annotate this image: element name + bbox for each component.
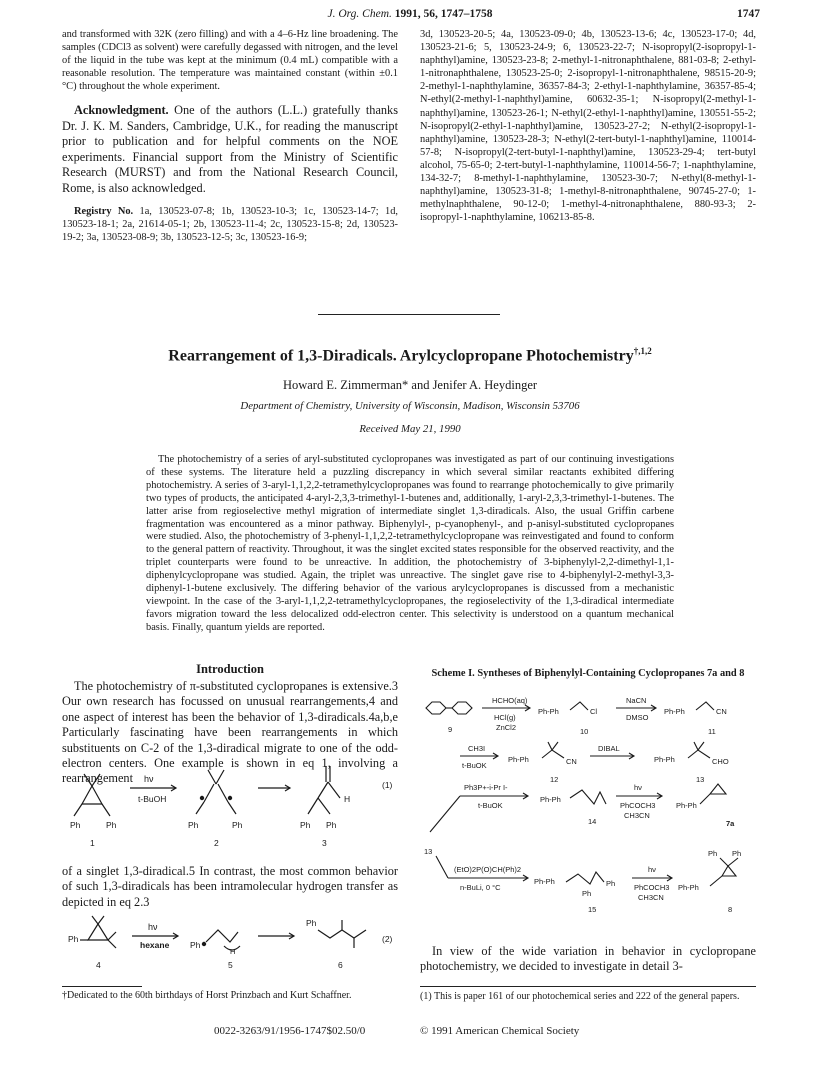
r1-reagent2-bot: DMSO xyxy=(626,713,649,722)
compound-10: 10 xyxy=(580,727,589,736)
r3-reagent-bot: t-BuOK xyxy=(478,801,503,810)
prev-article-paragraph: and transformed with 32K (zero filling) and with a 4–6-Hz line broadening. The samples (CDCl3 as solvent) were carefully degassed with nitrogen, and the level of the liquid in the tube was kept at the minimum (0.4 mL) compatible with a reasonable resolution. The temperature was maintained constant (within ±0.1 °C) throughout the whole experiment. xyxy=(62,29,398,93)
eq1-2-ph-right: Ph xyxy=(232,820,243,830)
acknowledgment-label: Acknowledgment. xyxy=(74,103,169,118)
r4-ph-c: Ph xyxy=(708,849,718,858)
compound-11: 11 xyxy=(708,727,716,736)
r4-ph-a: Ph xyxy=(582,889,592,898)
abstract: The photochemistry of a series of aryl-substituted cyclopropanes was investigated as part of our continuing investigations of these systems. The literature held a puzzling discrepancy in which several similar reactants exhibited differing photochemistry. A series of 3-aryl-1,1,2,2-tetramethylcyclopropanes was found to rearrange photochemically to give primarily two types of products, the anticipated 4-aryl-2,3,3-trimethyl-1-butenes and, additionally, 1-aryl-2,3,3-trimethyl-1-butenes. The latter arise from regioselective methyl migration of intermediate singlet 1,3-diradicals. Also, the usual Griffin carbene fragmentation was encountered as a minor pathway. Biphenylyl-, p-cyanophenyl-, and p-anisyl-substituted cyclopropanes were studied. Also, the photochemistry of 3-phenyl-1,1,2,2-tetramethylcyclopropane was reinvestigated and found to conform to the general pattern of reactivity. Throughout, it was the singlet excited states responsible for the observed reactivity, and the triplet counterparts were found to be unreactive. In addition, the photochemistry of 3-biphenylyl-2,2-dimethyl-1,1-diphenylcyclopropane was studied. Again, the triplet was unreactive. The singlet gave rise to 4-biphenylyl-2-methyl-3,3-diphenyl-1-butene exclusively. The differing behavior of the various arylcyclopropanes is discussed from a mechanistic viewpoint. In the case of the 3-aryl-1,1,2,2-tetramethylcyclopropanes, the regioselectivity of the 1,3-diradical intermediate favors migration toward the less delocalized odd-electron center. This selectivity is understood on a quantum mechanical basis. Finally, quantum yields are reported. xyxy=(146,454,674,633)
eq2-ph-5: Ph xyxy=(190,940,201,950)
equation-2 xyxy=(68,912,404,974)
registry-left xyxy=(62,205,398,244)
r4-reagent-top: (EtO)2P(O)CH(Ph)2 xyxy=(454,865,522,874)
r1-product-2: Ph-Ph xyxy=(664,707,685,716)
eq2-number: (2) xyxy=(382,934,393,944)
eq1-3-ph-right: Ph xyxy=(326,820,337,830)
eq1-3-ph-left: Ph xyxy=(300,820,311,830)
r4-product-2: Ph-Ph xyxy=(678,883,699,892)
r2-cn: CN xyxy=(566,757,577,766)
r1-reagent2-top: NaCN xyxy=(626,696,647,705)
r3-product-1: Ph-Ph xyxy=(540,795,561,804)
r4-reagent2-mid: PhCOCH3 xyxy=(634,883,670,892)
registry-left-text: 1a, 130523-07-8; 1b, 130523-10-3; 1c, 130523-14-7; 1d, 130523-18-1; 2a, 21614-05-1; 2b, 130523-11-4; 2c, 130523-15-8; 2d, 130523-19-2; 3a, 130523-08-9; 3b, 130523-12-5; 3c, 130523-16-9; xyxy=(62,205,399,244)
footnote-rule-right xyxy=(420,986,756,987)
intro-paragraph-1: The photochemistry of π-substituted cyclopropanes is extensive.3 Our own research has focussed on unusual rearrangements,4 and one aspect of interest has been the behavior of 1,3-diradicals.4a,b,e Particularly fascinating have been rearrangements in which substituents on C-2 of the 1,3-diradical migrate to one of the odd-electron centers. One example is shown in eq 1, involving a rearrangement xyxy=(62,679,398,786)
r3-product-2: Ph-Ph xyxy=(676,801,697,810)
compound-8: 8 xyxy=(728,905,733,914)
dedication-footnote: †Dedicated to the 60th birthdays of Horst Prinzbach and Kurt Schaffner. xyxy=(62,990,352,1001)
r3-reagent-top: Ph3P+-i-Pr I- xyxy=(464,783,508,792)
compound-14: 14 xyxy=(588,817,597,826)
r1-reagent-top: HCHO(aq) xyxy=(492,696,528,705)
acknowledgment-paragraph xyxy=(62,103,398,195)
registry-label: Registry No. xyxy=(74,205,134,217)
article-separator xyxy=(318,314,500,315)
journal-citation: 1991, 56, 1747–1758 xyxy=(394,8,493,20)
acknowledgment-text: One of the authors (L.L.) gratefully thanks Dr. J. K. M. Sanders, Cambridge, U.K., for reading the manuscript prior to publication and for helpful comments on the NOE experiments. Financial support from the Ministry of Scientific Research (MURST) and from the National Research Council, Rome, is also acknowledged. xyxy=(62,103,398,195)
eq1-number: (1) xyxy=(382,780,393,790)
eq1-ph-left: Ph xyxy=(70,820,81,830)
prev-article-left-column xyxy=(62,28,398,244)
eq2-ph-4: Ph xyxy=(68,934,79,944)
r2-reagent-bot: t-BuOK xyxy=(462,761,487,770)
eq2-label-6: 6 xyxy=(338,960,343,970)
eq2-arrow-top: hν xyxy=(148,922,158,932)
r3-reagent2-top: hν xyxy=(634,783,642,792)
authors: Howard E. Zimmerman* and Jenifer A. Heydinger xyxy=(282,378,538,392)
footnote-1: (1) This is paper 161 of our photochemical series and 222 of the general papers. xyxy=(420,991,740,1002)
compound-13-start: 13 xyxy=(424,847,433,856)
r4-product-1: Ph-Ph xyxy=(534,877,555,886)
page-number: 1747 xyxy=(737,8,760,20)
eq1-arrow-top: hν xyxy=(144,774,154,784)
footer-code: 0022-3263/91/1956-1747$02.50/0 xyxy=(214,1025,366,1037)
r4-reagent2-bot: CH3CN xyxy=(638,893,664,902)
r3-reagent2-bot: CH3CN xyxy=(624,811,650,820)
compound-9: 9 xyxy=(448,725,453,734)
scheme-1 xyxy=(420,694,760,944)
eq2-label-4: 4 xyxy=(96,960,101,970)
eq2-arrow-bottom: hexane xyxy=(140,940,170,950)
footnote-rule-left xyxy=(62,986,142,987)
journal-name: J. Org. Chem. xyxy=(327,8,392,20)
r1-product-1: Ph-Ph xyxy=(538,707,559,716)
r4-reagent-bot: n-BuLi, 0 °C xyxy=(460,883,501,892)
r1-cl: Cl xyxy=(590,707,598,716)
eq1-label-1: 1 xyxy=(90,838,95,848)
r4-ph-d: Ph xyxy=(732,849,742,858)
prev-article-right-column xyxy=(420,28,756,224)
equation-1 xyxy=(68,758,404,860)
r1-reagent-mid: HCl(g) xyxy=(494,713,516,722)
eq1-2-ph-left: Ph xyxy=(188,820,199,830)
r2-product-1: Ph-Ph xyxy=(508,755,529,764)
compound-7a: 7a xyxy=(726,819,735,828)
eq2-ph-6: Ph xyxy=(306,918,317,928)
eq1-label-3: 3 xyxy=(322,838,327,848)
eq2-label-5: 5 xyxy=(228,960,233,970)
compound-12: 12 xyxy=(550,775,559,784)
r2-reagent-top: CH3I xyxy=(468,744,486,753)
received-date: Received May 21, 1990 xyxy=(359,423,461,435)
scheme-title: Scheme I. Syntheses of Biphenylyl-Containing Cyclopropanes 7a and 8 xyxy=(431,668,745,679)
eq1-ph-right: Ph xyxy=(106,820,117,830)
r4-reagent2-top: hν xyxy=(648,865,656,874)
r1-cn: CN xyxy=(716,707,727,716)
registry-right: 3d, 130523-20-5; 4a, 130523-09-0; 4b, 130523-13-6; 4c, 130523-17-0; 4d, 130523-21-6; 5, 130523-24-9; 6, 130523-22-7; N-isopropyl(2-isopropyl-1-naphthyl)amine, 130523-23-8; 2-methyl-1-nitronaphthalene, 881-03-8; 2-ethyl-1-nitronaphthalene, 130523-25-0; 2-isopropyl-1-nitronaphthalene, 98515-20-9; 2-methyl-1-naphthylamine, 36357-84-3; 2-ethyl-1-naphthylamine, 36357-85-4; N-ethyl(2-methyl-1-naphthyl)amine, 60632-35-1; N-isopropyl(2-methyl-1-naphthyl)amine, 130523-26-1; N-ethyl(2-ethyl-1-naphthyl)amine, 130551-55-2; N-isopropyl(2-ethyl-1-naphthyl)amine, 130523-27-2; N-ethyl(2-isopropyl-1-naphthyl)amine, 130523-28-3; N-ethyl(2-tert-butyl-1-naphthyl)amine, 110014-57-8; N-isopropyl(2-tert-butyl-1-naphthyl)amine, 130523-29-4; tert-butyl alcohol, 75-65-0; 2-tert-butyl-1-naphthylamine, 110014-56-7; 1-naphthylamine, 134-32-7; 8-methyl-1-naphthylamine, 130523-30-7; N-ethyl(8-methyl-1-naphthyl)amine, 130523-31-8; 1-methyl-8-nitronaphthalene, 90745-27-0; 1-methylnaphthalene, 90-12-0; 1-methyl-4-nitronaphthalene, 880-93-3; 2-isopropyl-1-naphthylamine, 106213-85-8. xyxy=(420,29,756,224)
introduction-heading: Introduction xyxy=(196,662,264,676)
article-title: Rearrangement of 1,3-Diradicals. Arylcyclopropane Photochemistry xyxy=(168,347,634,365)
eq1-arrow-bottom: t-BuOH xyxy=(138,794,167,804)
eq1-label-2: 2 xyxy=(214,838,219,848)
r1-reagent-bot: ZnCl2 xyxy=(496,723,517,732)
r2-product-2: Ph-Ph xyxy=(654,755,675,764)
article-title-block xyxy=(0,346,820,365)
r4-ph-b: Ph xyxy=(606,879,616,888)
affiliation: Department of Chemistry, University of Wisconsin, Madison, Wisconsin 53706 xyxy=(240,400,580,412)
footer-copyright: © 1991 American Chemical Society xyxy=(420,1025,580,1037)
eq1-h-label: H xyxy=(344,794,351,804)
r2-cho: CHO xyxy=(712,757,729,766)
r3-reagent2-mid: PhCOCH3 xyxy=(620,801,656,810)
intro-paragraph-2: of a singlet 1,3-diradical.5 In contrast, the most common behavior of such 1,3-diradicals has been intramolecular hydrogen transfer as depicted in eq 2.3 xyxy=(62,864,398,909)
title-footnote-marks: †,1,2 xyxy=(633,346,652,356)
running-header xyxy=(0,8,820,20)
compound-15: 15 xyxy=(588,905,597,914)
right-column-paragraph: In view of the wide variation in behavior in cyclopropane photochemistry, we decided to investigate in detail 3- xyxy=(420,944,756,974)
r2-reagent2-top: DIBAL xyxy=(598,744,620,753)
compound-13: 13 xyxy=(696,775,705,784)
eq2-h-label: H xyxy=(230,947,236,956)
